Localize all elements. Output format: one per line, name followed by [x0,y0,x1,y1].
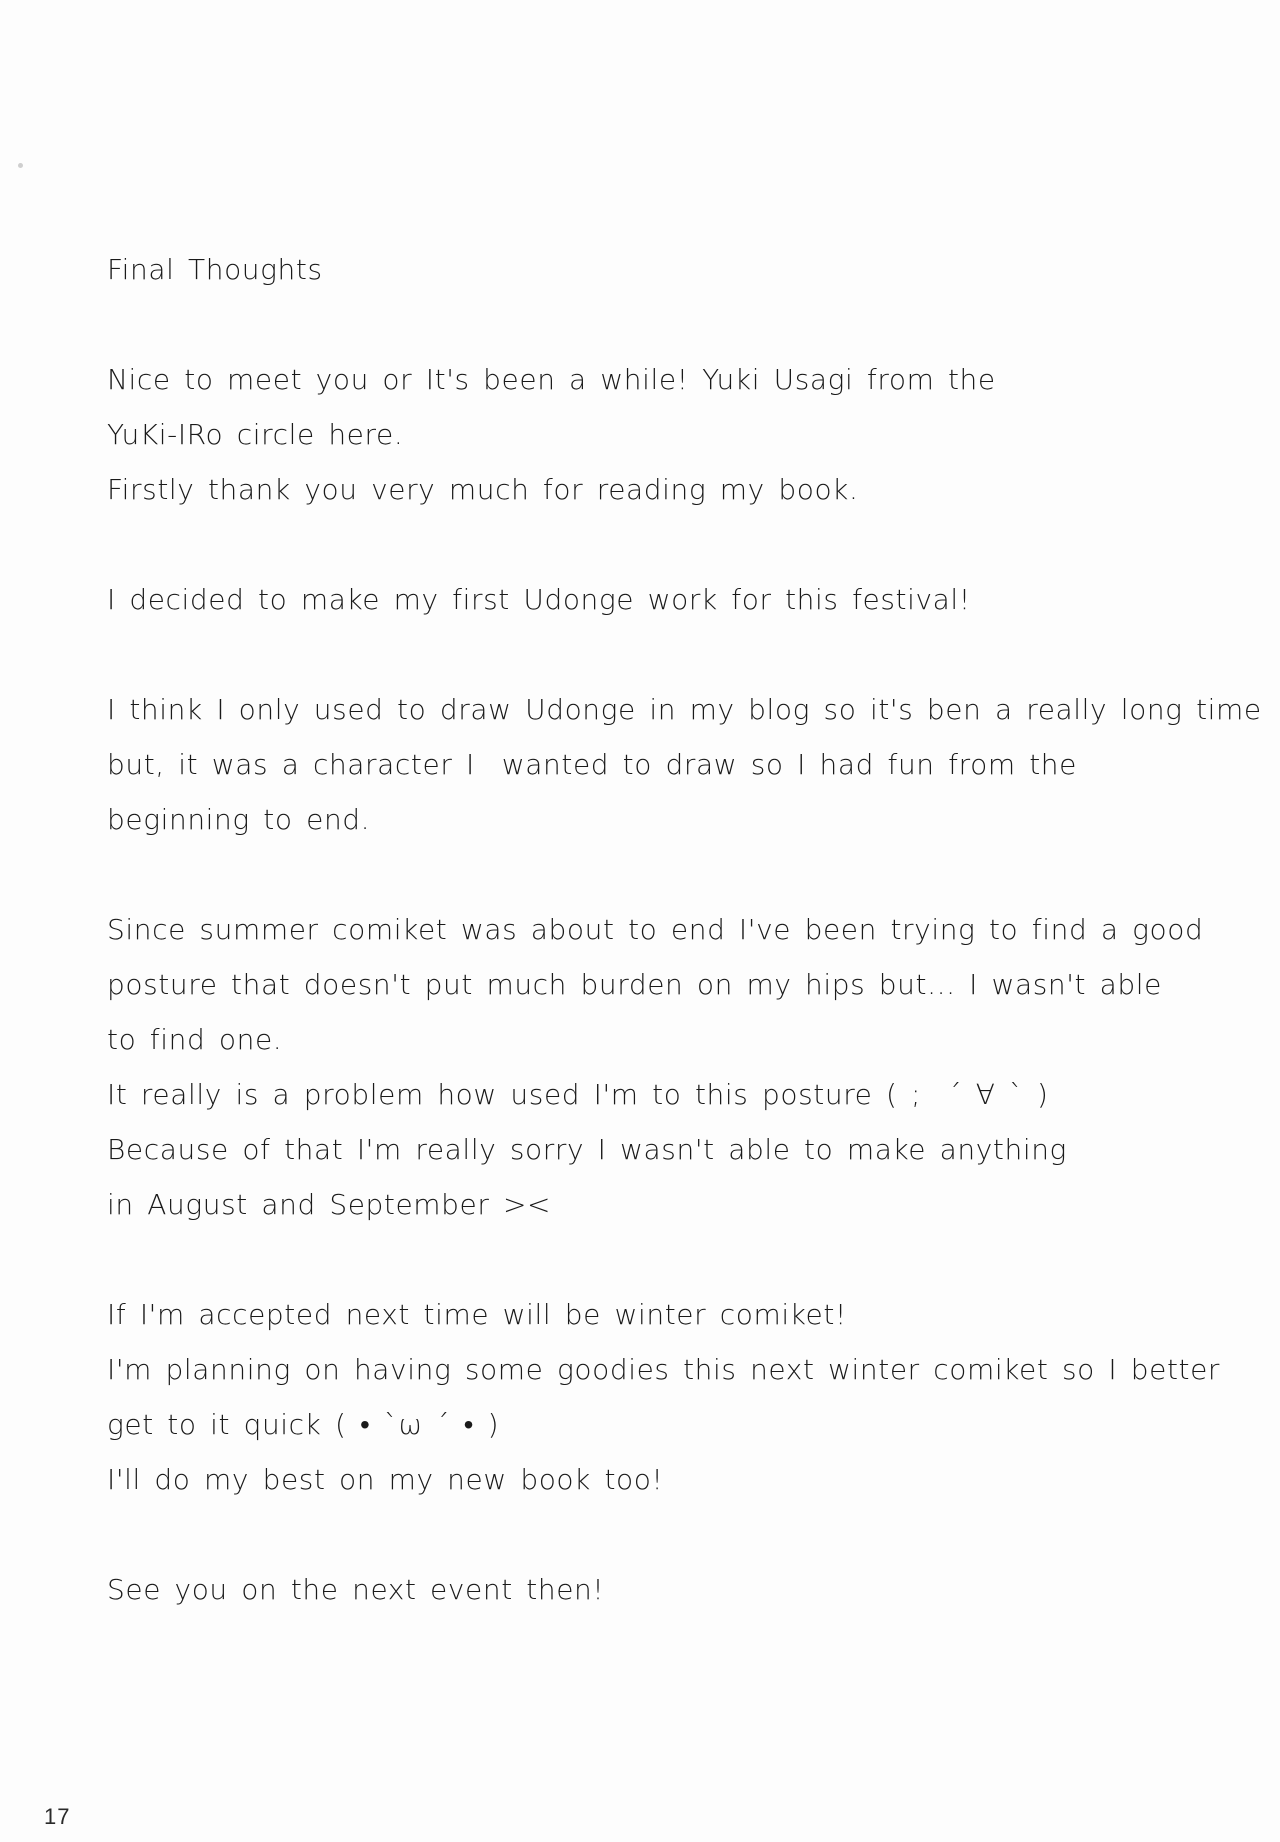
text-line: beginning to end. [107,803,371,836]
paragraph-greeting [107,352,1227,517]
paragraph-gap [107,517,1227,572]
paragraph-gap [107,1507,1227,1562]
text-line: If I'm accepted next time will be winter comiket! [107,1298,847,1331]
text-line: Since summer comiket was about to end I've been trying to find a good [107,913,1204,946]
text-line: but, it was a character I wanted to draw so I had fun from the [107,748,1077,781]
text-line: in August and September >< [107,1188,552,1221]
paragraph-gap [107,1232,1227,1287]
text-line: See you on the next event then! [107,1573,605,1606]
paragraph-udonge [107,682,1262,847]
text-line: I'll do my best on my new book too! [107,1463,664,1496]
paragraph-posture [107,902,1227,1232]
handwritten-text-block [107,242,1262,1617]
text-line: Firstly thank you very much for reading my book. [107,473,859,506]
text-line: I decided to make my first Udonge work for this festival! [107,583,971,616]
page-number: 17 [44,1804,71,1829]
paragraph-gap [107,627,1227,682]
paragraph-winter-comiket [107,1287,1227,1507]
text-line: YuKi-IRo circle here. [107,418,404,451]
paragraph-gap [107,847,1227,902]
text-line: posture that doesn't put much burden on my hips but... I wasn't able [107,968,1162,1001]
text-line: It really is a problem how used I'm to this posture ( ; ´ ∀ ` ) [107,1078,1049,1111]
paragraph-gap [107,297,1227,352]
paragraph-closing [107,1562,1227,1617]
text-line: Because of that I'm really sorry I wasn't able to make anything [107,1133,1067,1166]
text-line: I'm planning on having some goodies this next winter comiket so I better [107,1353,1221,1386]
paragraph-decision [107,572,1227,627]
text-line: to find one. [107,1023,283,1056]
scan-speck [18,163,23,168]
text-line: Nice to meet you or It's been a while! Yuki Usagi from the [107,363,996,396]
text-line: get to it quick ( • `ω ´ • ) [107,1408,500,1441]
page-title: Final Thoughts [107,253,323,286]
text-line: I think I only used to draw Udonge in my blog so it's ben a really long time [107,693,1262,726]
